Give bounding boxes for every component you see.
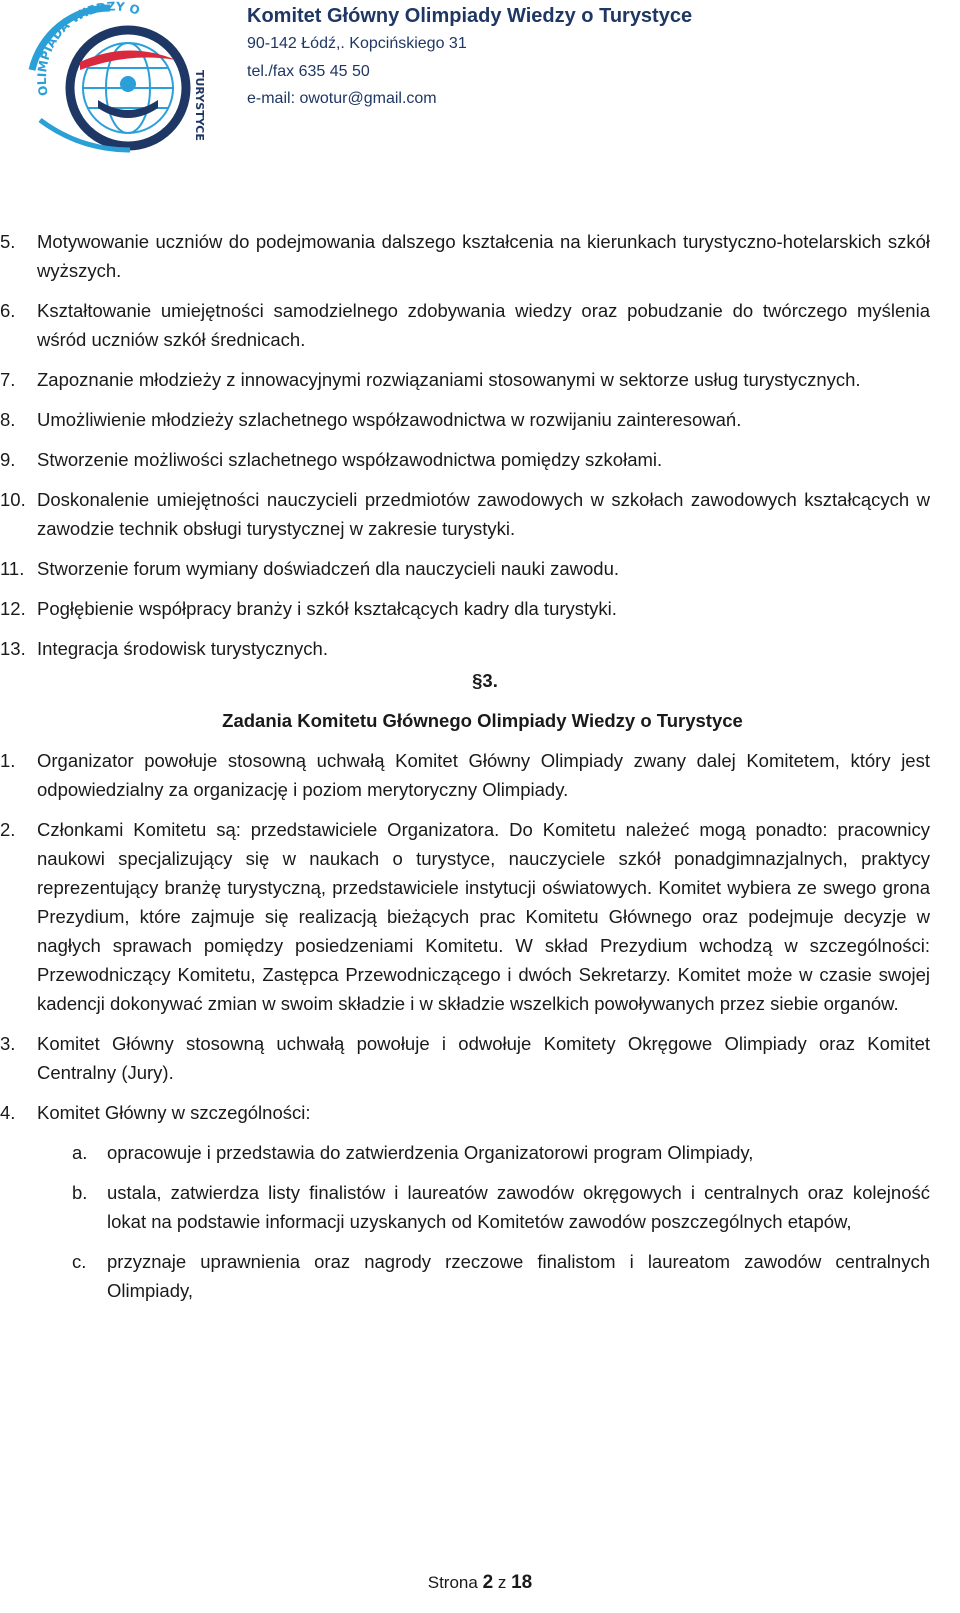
item-number: 3.	[0, 1033, 16, 1054]
page-number: 2	[482, 1572, 494, 1593]
letterhead	[247, 2, 692, 113]
list-item	[0, 296, 930, 354]
item-text: Komitet Główny stosowną uchwałą powołuje i odwołuje Komitety Okręgowe Olimpiady oraz Komitet Centralny (Jury).	[37, 1033, 930, 1083]
item-text: Organizator powołuje stosowną uchwałą Komitet Główny Olimpiady zwany dalej Komitetem, który jest odpowiedzialny za organizację i poziom merytoryczny Olimpiady.	[37, 750, 930, 800]
item-letter: a.	[72, 1142, 88, 1163]
item-text: Pogłębienie współpracy branży i szkół kształcących kadry dla turystyki.	[37, 598, 617, 619]
item-letter: b.	[72, 1182, 88, 1203]
item-number: 10.	[0, 489, 26, 510]
item-text: przyznaje uprawnienia oraz nagrody rzeczowe finalistom i laureatom zawodów centralnych Olimpiady,	[107, 1251, 930, 1301]
address: 90-142 Łódź,. Kopcińskiego 31	[247, 35, 467, 52]
email: e-mail: owotur@gmail.com	[247, 90, 437, 107]
item-number: 1.	[0, 750, 16, 771]
item-number: 2.	[0, 819, 16, 840]
item-text: Członkami Komitetu są: przedstawiciele Organizatora. Do Komitetu należeć mogą ponadto: pracownicy naukowi specjalizujący się w naukach o turystyce, nauczyciele szkół ponadgimnazjalnych, praktycy reprezentujący branżę turystyczną, przedstawiciele instytucji oświatowych. Komitet wybiera ze swego grona Prezydium, które zajmuje się realizacją bieżących prac Komitetu Głównego oraz podejmuje decyzje w nagłych sprawach pomiędzy posiedzeniami Komitetu. W skład Prezydium wchodzą w szczególności: Przewodniczący Komitetu, Zastępca Przewodniczącego i dwóch Sekretarzy. Komitet może w czasie swojej kadencji dokonywać zmian w swoim składzie i w składzie wszelkich powoływanych przez siebie organów.	[37, 819, 930, 1014]
item-text: Integracja środowisk turystycznych.	[37, 638, 328, 659]
page-total: 18	[511, 1572, 533, 1593]
item-letter: c.	[72, 1251, 87, 1272]
list-item	[0, 1178, 930, 1236]
footer-sep: z	[497, 1573, 507, 1592]
list-item	[0, 634, 930, 663]
subtasks-list	[0, 1138, 960, 1305]
organization-name: Komitet Główny Olimpiady Wiedzy o Turystyce	[247, 5, 693, 27]
list-item	[0, 594, 930, 623]
item-number: 6.	[0, 300, 16, 321]
list-item	[0, 485, 930, 543]
item-number: 4.	[0, 1102, 16, 1123]
tasks-list	[0, 746, 960, 1127]
item-number: 13.	[0, 638, 26, 659]
logo-arc-text: OLIMPIADA WIEDZY O	[34, 0, 142, 97]
list-item	[0, 1098, 930, 1127]
phone: tel./fax 635 45 50	[247, 62, 370, 80]
item-text: ustala, zatwierdza listy finalistów i laureatów zawodów okręgowych i centralnych oraz kolejność lokat na podstawie informacji uzyskanych od Komitetów zawodów poszczególnych etapów,	[107, 1182, 930, 1232]
list-item	[0, 1247, 930, 1305]
page-footer	[0, 1572, 960, 1594]
logo-side-text: TURYSTYCE	[193, 70, 206, 141]
list-item	[0, 365, 930, 394]
list-item	[0, 227, 930, 285]
item-number: 7.	[0, 369, 16, 390]
goals-list	[0, 227, 960, 663]
list-item	[0, 1138, 930, 1167]
section-heading: Zadania Komitetu Głównego Olimpiady Wiedzy o Turystyce	[222, 710, 743, 731]
section-number: §3.	[472, 670, 498, 691]
item-text: opracowuje i przedstawia do zatwierdzenia Organizatorowi program Olimpiady,	[107, 1142, 754, 1163]
olympiad-logo	[20, 0, 210, 160]
item-text: Kształtowanie umiejętności samodzielnego zdobywania wiedzy oraz pobudzanie do twórczego myślenia wśród uczniów szkół średnicach.	[37, 300, 930, 350]
item-text: Stworzenie forum wymiany doświadczeń dla nauczycieli nauki zawodu.	[37, 558, 620, 579]
item-number: 9.	[0, 449, 16, 470]
item-text: Umożliwienie młodzieży szlachetnego współzawodnictwa w rozwijaniu zainteresowań.	[37, 409, 742, 430]
list-item	[0, 815, 930, 1018]
item-text: Motywowanie uczniów do podejmowania dalszego kształcenia na kierunkach turystyczno-hotelarskich szkół wyższych.	[37, 231, 930, 281]
item-text: Zapoznanie młodzieży z innowacyjnymi rozwiązaniami stosowanymi w sektorze usług turystycznych.	[37, 369, 861, 390]
item-text: Doskonalenie umiejętności nauczycieli przedmiotów zawodowych w szkołach zawodowych kształcących w zawodzie technik obsługi turystycznej w zakresie turystyki.	[37, 489, 930, 539]
item-text: Komitet Główny w szczególności:	[37, 1102, 311, 1123]
document-body	[0, 227, 960, 1305]
item-number: 11.	[0, 558, 25, 579]
list-item	[0, 746, 930, 804]
item-text: Stworzenie możliwości szlachetnego współzawodnictwa pomiędzy szkołami.	[37, 449, 663, 470]
list-item	[0, 445, 930, 474]
item-number: 12.	[0, 598, 26, 619]
item-number: 5.	[0, 231, 16, 252]
footer-prefix: Strona	[427, 1573, 478, 1592]
list-item	[0, 1029, 930, 1087]
list-item	[0, 405, 930, 434]
item-number: 8.	[0, 409, 16, 430]
list-item	[0, 554, 930, 583]
